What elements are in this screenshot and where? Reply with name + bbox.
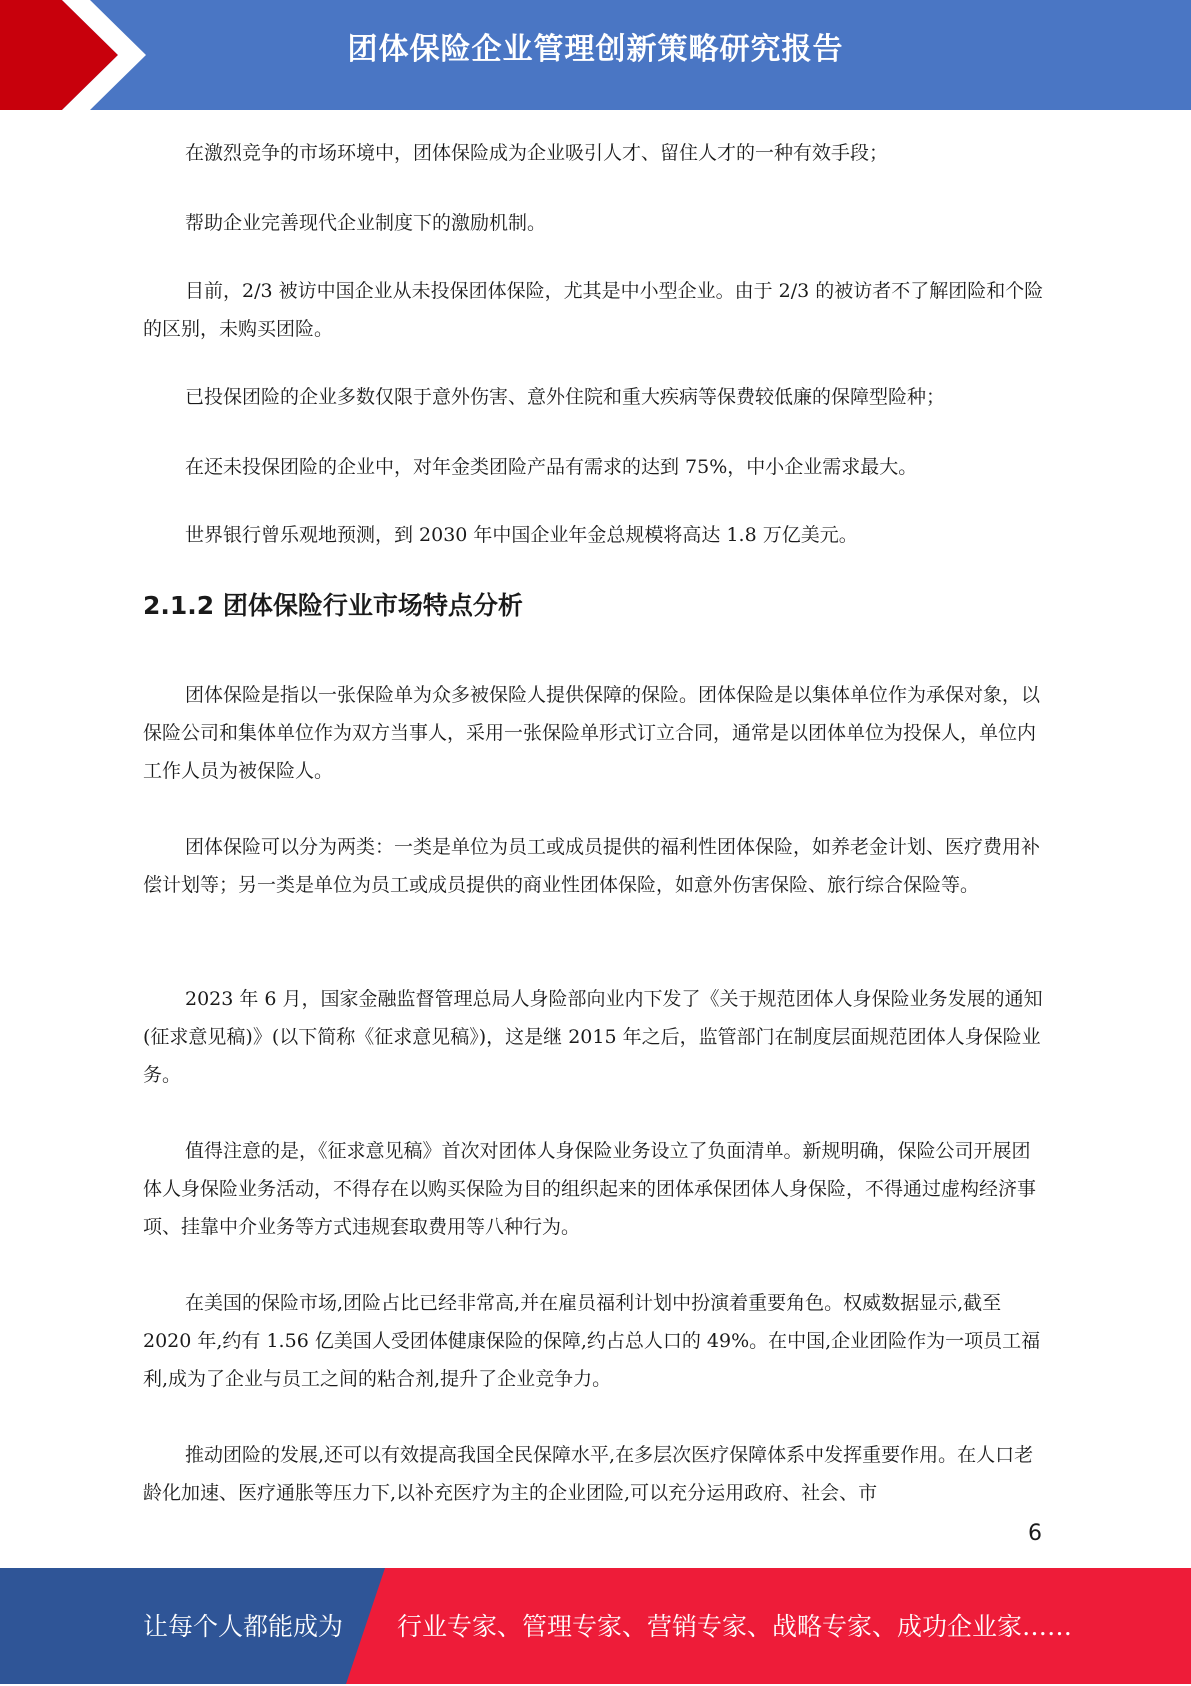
paragraph: 目前，2/3 被访中国企业从未投保团体保险，尤其是中小型企业。由于 2/3 的被访者不了解团险和个险的区别，未购买团险。 xyxy=(143,280,1044,340)
footer-slogan-right: 行业专家、管理专家、营销专家、战略专家、成功企业家…… xyxy=(397,1612,1073,1641)
footer-slogan-left: 让每个人都能成为 xyxy=(143,1612,344,1641)
paragraph: 团体保险是指以一张保险单为众多被保险人提供保障的保险。团体保险是以集体单位作为承保对象，以保险公司和集体单位作为双方当事人，采用一张保险单形式订立合同，通常是以团体单位为投保人，单位内工作人员为被保险人。 xyxy=(143,684,1041,782)
report-title: 团体保险企业管理创新策略研究报告 xyxy=(347,32,844,67)
paragraph: 团体保险可以分为两类：一类是单位为员工或成员提供的福利性团体保险，如养老金计划、医疗费用补偿计划等；另一类是单位为员工或成员提供的商业性团体保险，如意外伤害保险、旅行综合保险等。 xyxy=(143,836,1041,896)
paragraph: 2023 年 6 月，国家金融监督管理总局人身险部向业内下发了《关于规范团体人身保险业务发展的通知(征求意见稿)》(以下简称《征求意见稿》)，这是继 2015 年之后，监管部门在制度层面规范团体人身保险业务。 xyxy=(143,988,1043,1086)
paragraph: 帮助企业完善现代企业制度下的激励机制。 xyxy=(185,212,547,234)
paragraph: 在激烈竞争的市场环境中，团体保险成为企业吸引人才、留住人才的一种有效手段； xyxy=(185,142,889,164)
page-footer xyxy=(0,1568,1191,1684)
paragraph: 已投保团险的企业多数仅限于意外伤害、意外住院和重大疾病等保费较低廉的保障型险种； xyxy=(185,386,946,408)
paragraph: 世界银行曾乐观地预测，到 2030 年中国企业年金总规模将高达 1.8 万亿美元。 xyxy=(185,524,858,546)
paragraph: 值得注意的是，《征求意见稿》首次对团体人身保险业务设立了负面清单。新规明确，保险公司开展团体人身保险业务活动，不得存在以购买保险为目的组织起来的团体承保团体人身保险，不得通过虚构经济事项、挂靠中介业务等方式违规套取费用等八种行为。 xyxy=(143,1140,1037,1238)
paragraph: 推动团险的发展,还可以有效提高我国全民保障水平,在多层次医疗保障体系中发挥重要作用。在人口老龄化加速、医疗通胀等压力下,以补充医疗为主的企业团险,可以充分运用政府、社会、市 xyxy=(143,1444,1034,1504)
page-header xyxy=(0,0,1191,110)
section-heading: 2.1.2 团体保险行业市场特点分析 xyxy=(143,591,523,620)
paragraph: 在还未投保团险的企业中，对年金类团险产品有需求的达到 75%，中小企业需求最大。 xyxy=(185,456,918,478)
paragraph: 在美国的保险市场,团险占比已经非常高,并在雇员福利计划中扮演着重要角色。权威数据显示,截至 2020 年,约有 1.56 亿美国人受团体健康保险的保障,约占总人口的 49%。在中国,企业团险作为一项员工福利,成为了企业与员工之间的粘合剂,提升了企业竞争力。 xyxy=(143,1292,1041,1390)
page-number: 6 xyxy=(1028,1521,1042,1546)
